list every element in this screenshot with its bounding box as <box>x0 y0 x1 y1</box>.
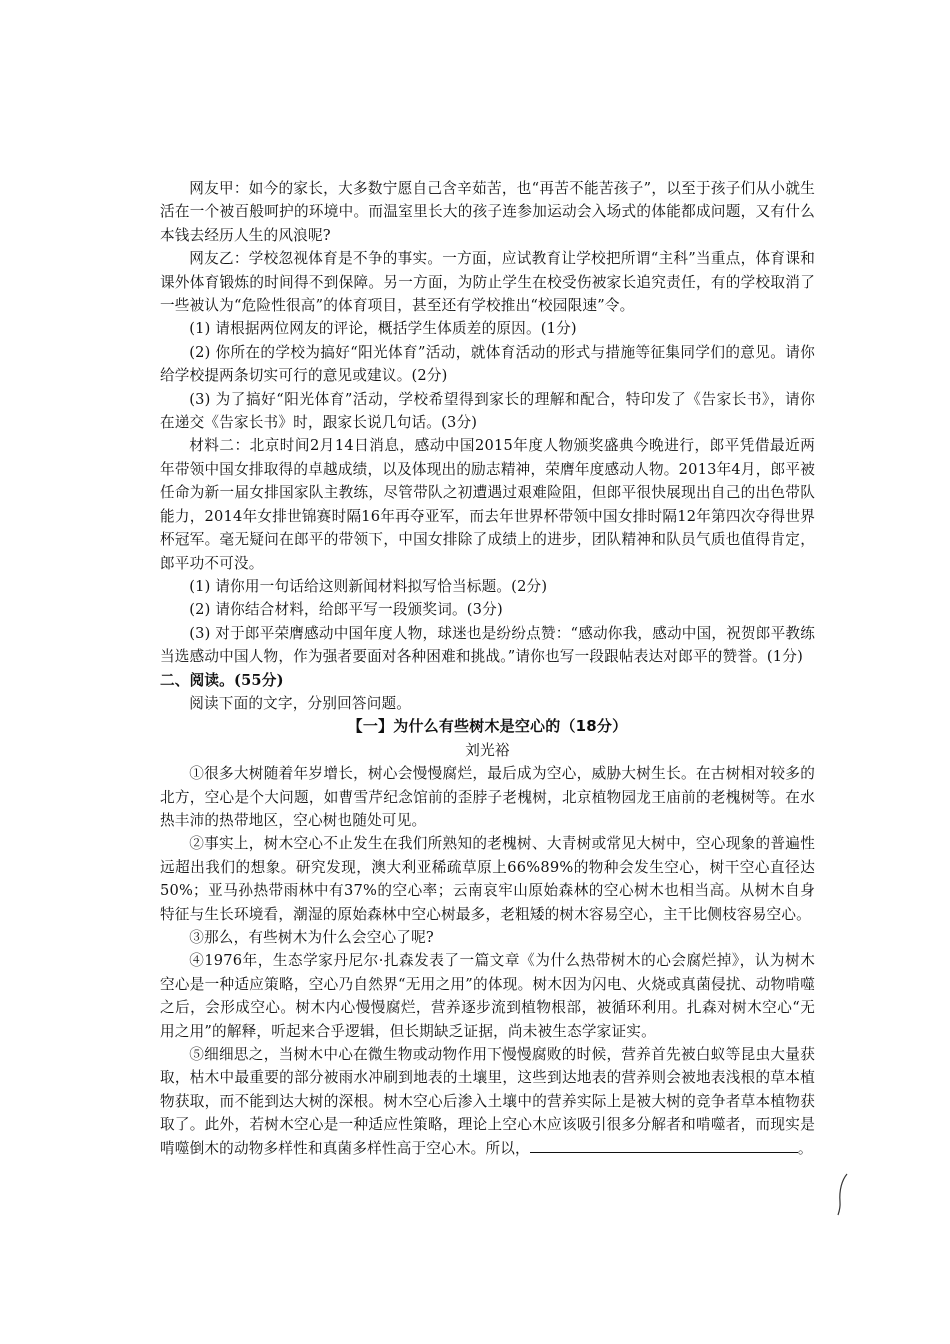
material-two: 材料二：北京时间2月14日消息，感动中国2015年度人物颁奖盛典今晚进行，郎平凭借最近两年带领中国女排取得的卓越成绩，以及体现出的励志精神，荣膺年度感动人物。2013年4月，郎平被任命为新一届女排国家队主教练，尽管带队之初遭遇过艰难险阻，但郎平很快展现出自己的出色带队能力，2014年女排世锦赛时隔16年再夺亚军，而去年世界杯带领中国女排时隔12年第四次夺得世界杯冠军。毫无疑问在郎平的带领下，中国女排除了成绩上的进步，团队精神和队员气质也值得肯定，郎平功不可没。 <box>160 437 815 572</box>
article-paragraph-4: ④1976年，生态学家丹尼尔·扎森发表了一篇文章《为什么热带树木的心会腐烂掉》，认为树木空心是一种适应策略，空心乃自然界“无用之用”的体现。树木因为闪电、火烧或真菌侵扰、动物啃噬之后，会形成空心。树木内心慢慢腐烂，营养逐步流到植物根部，被循环利用。扎森对树木空心“无用之用”的解释，听起来合乎逻辑，但长期缺乏证据，尚未被生态学家证实。 <box>160 952 815 1040</box>
netizen-b-comment: 网友乙：学校忽视体育是不争的事实。一方面，应试教育让学校把所谓“主科”当重点，体育课和课外体育锻炼的时间得不到保障。另一方面，为防止学生在校受伤被家长追究责任，有的学校取消了一些被认为“危险性很高”的体育项目，甚至还有学校推出“校园限速”令。 <box>160 250 815 315</box>
article-paragraph-2: ②事实上，树木空心不止发生在我们所熟知的老槐树、大青树或常见大树中，空心现象的普遍性远超出我们的想象。研究发现，澳大利亚稀疏草原上66%89%的物种会发生空心，树干空心直径达50%；亚马孙热带雨林中有37%的空心率；云南哀牢山原始森林的空心树木也相当高。从树木自身特征与生长环境看，潮湿的原始森林中空心树最多，老粗矮的树木容易空心，主干比侧枝容易空心。 <box>160 835 815 923</box>
article-paragraph-5 <box>160 1043 815 1160</box>
article-paragraph-1: ①很多大树随着年岁增长，树心会慢慢腐烂，最后成为空心，威胁大树生长。在古树相对较多的北方，空心是个大问题，如曹雪芹纪念馆前的歪脖子老槐树，北京植物园龙王庙前的老槐树等。在水热丰沛的热带地区，空心树也随处可见。 <box>160 765 815 829</box>
article-paragraph-5-end: 。 <box>797 1139 813 1157</box>
exam-page <box>160 177 815 1160</box>
netizen-a-comment: 网友甲：如今的家长，大多数宁愿自己含辛茹苦，也“再苦不能苦孩子”，以至于孩子们从小就生活在一个被百般呵护的环境中。而温室里长大的孩子连参加运动会入场式的体能都成问题，又有什么本钱去经历人生的风浪呢? <box>160 180 815 244</box>
question-2-1: (1) 请你用一句话给这则新闻材料拟写恰当标题。(2分) <box>189 577 548 595</box>
answer-blank[interactable] <box>530 1138 798 1153</box>
article-paragraph-5-text: ⑤细细思之，当树木中心在微生物或动物作用下慢慢腐败的时候，营养首先被白蚁等昆虫大量获取，枯木中最重要的部分被雨水冲刷到地表的土壤里，这些到达地表的营养则会被地表浅根的草本植物获取，而不能到达大树的深根。树木空心后渗入土壤中的营养实际上是被大树的竞争者草本植物获取了。此外，若树木空心是一种适应性策略，理论上空心木应该吸引很多分解者和啃噬者，而现实是啃噬倒木的动物多样性和真菌多样性高于空心木。所以， <box>160 1046 815 1157</box>
article-title: 【一】为什么有些树木是空心的（18分） <box>347 717 628 736</box>
article-author: 刘光裕 <box>465 741 510 759</box>
question-2-3: (3) 对于郎平荣膺感动中国年度人物，球迷也是纷纷点赞：“感动你我，感动中国，祝贺郎平教练当选感动中国人物，作为强者要面对各种困难和挑战。”请你也写一段跟帖表达对郎平的赞誉。(1分) <box>160 624 815 666</box>
question-1-2: (2) 你所在的学校为搞好“阳光体育”活动，就体育活动的形式与措施等征集同学们的意见。请你给学校提两条切实可行的意见或建议。(2分) <box>160 343 815 385</box>
section-heading-reading: 二、阅读。(55分) <box>160 671 284 689</box>
question-1-1: (1) 请根据两位网友的评论，概括学生体质差的原因。(1分) <box>189 320 577 338</box>
question-1-3: (3) 为了搞好“阳光体育”活动，学校希望得到家长的理解和配合，特印发了《告家长书》，请你在递交《告家长书》时，跟家长说几句话。(3分) <box>160 390 815 432</box>
reading-instruction: 阅读下面的文字，分别回答问题。 <box>189 694 412 712</box>
article-paragraph-3: ③那么，有些树木为什么会空心了呢? <box>189 929 434 946</box>
question-2-2: (2) 请你结合材料，给郎平写一段颁奖词。(3分) <box>189 601 503 619</box>
pen-stroke-mark <box>836 1172 850 1216</box>
